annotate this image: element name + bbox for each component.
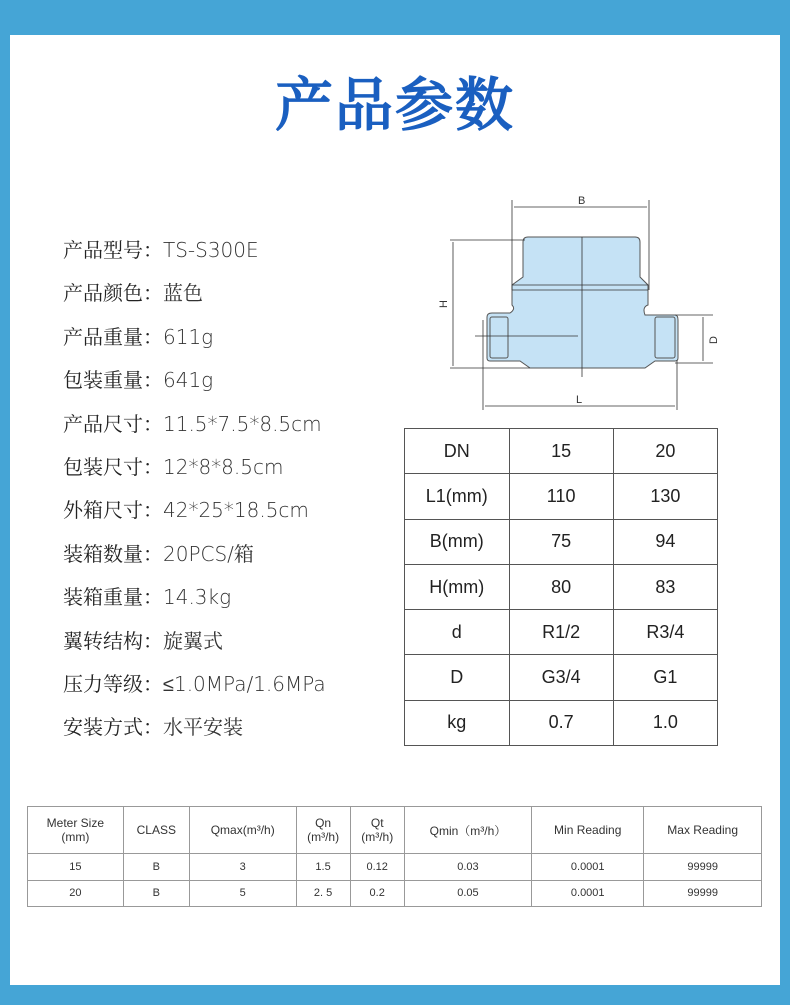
table-cell: d bbox=[405, 610, 510, 655]
column-header bbox=[644, 807, 762, 854]
spec-value: 蓝色 bbox=[163, 281, 203, 306]
spec-row bbox=[63, 583, 326, 626]
spec-label: 翼转结构： bbox=[63, 628, 163, 653]
table-cell: 2. 5 bbox=[296, 880, 350, 907]
spec-label: 包装重量： bbox=[63, 368, 163, 393]
spec-row bbox=[63, 453, 326, 496]
flow-spec-table bbox=[27, 806, 762, 907]
table-cell: 0.05 bbox=[404, 880, 531, 907]
table-cell: 99999 bbox=[644, 854, 762, 881]
spec-row bbox=[63, 670, 326, 713]
header-line: Meter Size bbox=[46, 816, 105, 830]
spec-row bbox=[63, 323, 326, 366]
spec-row bbox=[63, 713, 326, 756]
table-cell: 3 bbox=[189, 854, 296, 881]
table-cell: 20 bbox=[28, 880, 124, 907]
spec-label: 包装尺寸： bbox=[63, 454, 163, 479]
spec-value: 20PCS/箱 bbox=[163, 541, 254, 566]
header-line: Qmin（m³/h） bbox=[429, 823, 507, 838]
dimensions-table bbox=[404, 428, 718, 746]
spec-row bbox=[63, 540, 326, 583]
table-cell: 5 bbox=[189, 880, 296, 907]
header-line: Qmax(m³/h) bbox=[210, 823, 275, 837]
table-row bbox=[405, 610, 718, 655]
spec-label: 安装方式： bbox=[63, 715, 163, 740]
table-cell: 0.2 bbox=[350, 880, 404, 907]
dimension-label-l: L bbox=[576, 394, 583, 406]
header-unit: (mm) bbox=[61, 830, 90, 844]
table-cell: 75 bbox=[509, 519, 613, 564]
table-cell: 20 bbox=[613, 429, 717, 474]
table-cell: B(mm) bbox=[405, 519, 510, 564]
header-line: Qt bbox=[370, 816, 384, 830]
table-row bbox=[28, 880, 762, 907]
header-line: CLASS bbox=[136, 823, 176, 837]
header-line: Min Reading bbox=[554, 823, 622, 837]
spec-label: 产品尺寸： bbox=[63, 411, 163, 436]
table-cell: 94 bbox=[613, 519, 717, 564]
table-cell: L1(mm) bbox=[405, 474, 510, 519]
column-header bbox=[123, 807, 189, 854]
table-cell: B bbox=[123, 854, 189, 881]
spec-value: 611g bbox=[163, 324, 214, 349]
spec-label: 产品重量： bbox=[63, 324, 163, 349]
dimension-label-b: B bbox=[578, 195, 586, 207]
spec-value: 42*25*18.5cm bbox=[163, 498, 309, 523]
spec-value: 14.3kg bbox=[163, 585, 232, 610]
table-cell: 0.03 bbox=[404, 854, 531, 881]
dimension-label-h: H bbox=[438, 300, 450, 308]
header-unit: (m³/h) bbox=[307, 830, 340, 844]
column-header bbox=[296, 807, 350, 854]
spec-label: 装箱数量： bbox=[63, 541, 163, 566]
table-cell: 110 bbox=[509, 474, 613, 519]
spec-row bbox=[63, 410, 326, 453]
column-header bbox=[350, 807, 404, 854]
table-cell: 130 bbox=[613, 474, 717, 519]
spec-value: ≤1.0MPa/1.6MPa bbox=[163, 671, 326, 696]
spec-value: TS-S300E bbox=[163, 238, 259, 262]
table-cell: 83 bbox=[613, 564, 717, 609]
table-cell: R1/2 bbox=[509, 610, 613, 655]
table-cell: 1.0 bbox=[613, 700, 717, 745]
table-cell: H(mm) bbox=[405, 564, 510, 609]
table-cell: 0.0001 bbox=[532, 880, 644, 907]
table-cell: 0.12 bbox=[350, 854, 404, 881]
column-header bbox=[532, 807, 644, 854]
table-cell: kg bbox=[405, 700, 510, 745]
dimension-label-d: D bbox=[708, 336, 720, 344]
table-row bbox=[405, 655, 718, 700]
table-cell: G3/4 bbox=[509, 655, 613, 700]
header-line: Qn bbox=[315, 816, 332, 830]
table-cell: 80 bbox=[509, 564, 613, 609]
spec-label: 产品型号： bbox=[63, 238, 163, 262]
page-title: 产品参数 bbox=[274, 71, 515, 139]
column-header bbox=[404, 807, 531, 854]
spec-row bbox=[63, 279, 326, 322]
table-cell: D bbox=[405, 655, 510, 700]
spec-label: 外箱尺寸： bbox=[63, 498, 163, 523]
spec-value: 11.5*7.5*8.5cm bbox=[163, 411, 322, 436]
spec-value: 12*8*8.5cm bbox=[163, 454, 284, 479]
table-row bbox=[405, 564, 718, 609]
table-cell: 15 bbox=[28, 854, 124, 881]
table-cell: R3/4 bbox=[613, 610, 717, 655]
spec-row bbox=[63, 627, 326, 670]
table-cell: 1.5 bbox=[296, 854, 350, 881]
table-row bbox=[405, 700, 718, 745]
spec-label: 产品颜色： bbox=[63, 281, 163, 306]
table-cell: G1 bbox=[613, 655, 717, 700]
header-line: Max Reading bbox=[667, 823, 738, 837]
table-cell: 99999 bbox=[644, 880, 762, 907]
column-header bbox=[28, 807, 124, 854]
table-row bbox=[405, 474, 718, 519]
spec-label: 装箱重量： bbox=[63, 585, 163, 610]
table-cell: 15 bbox=[509, 429, 613, 474]
spec-row bbox=[63, 496, 326, 539]
table-row bbox=[405, 429, 718, 474]
table-row bbox=[28, 854, 762, 881]
spec-label: 压力等级： bbox=[63, 671, 163, 696]
spec-value: 旋翼式 bbox=[163, 628, 223, 653]
spec-row bbox=[63, 366, 326, 409]
table-cell: 0.7 bbox=[509, 700, 613, 745]
water-meter-diagram bbox=[430, 185, 730, 415]
spec-value: 641g bbox=[163, 368, 214, 393]
spec-list bbox=[63, 236, 326, 757]
table-cell: 0.0001 bbox=[532, 854, 644, 881]
table-cell: DN bbox=[405, 429, 510, 474]
spec-row bbox=[63, 236, 326, 279]
column-header bbox=[189, 807, 296, 854]
header-unit: (m³/h) bbox=[361, 830, 394, 844]
spec-value: 水平安装 bbox=[163, 715, 243, 740]
table-cell: B bbox=[123, 880, 189, 907]
table-row bbox=[405, 519, 718, 564]
